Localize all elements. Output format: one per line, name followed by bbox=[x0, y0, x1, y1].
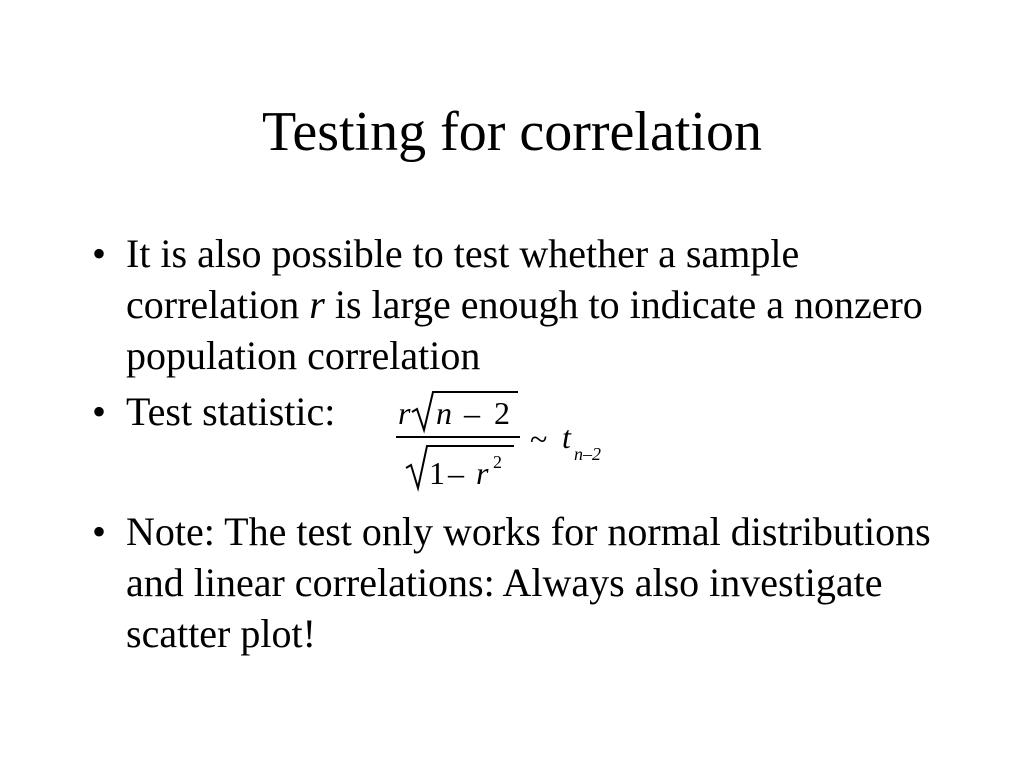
formula-svg bbox=[396, 388, 626, 496]
formula-t: t bbox=[562, 419, 571, 455]
bullet-text-part: is large enough to indicate a nonzero population correlation bbox=[126, 282, 923, 378]
bullet-marker: • bbox=[91, 389, 106, 434]
variable-r: r bbox=[309, 282, 325, 327]
formula-num-n: n bbox=[436, 395, 452, 431]
formula-tilde: ~ bbox=[530, 421, 548, 457]
formula-den-one: 1 bbox=[429, 455, 445, 491]
test-statistic-label: Test statistic: bbox=[126, 389, 336, 434]
formula-num-r: r bbox=[398, 395, 411, 431]
bullet-marker: • bbox=[91, 509, 106, 554]
test-statistic-formula bbox=[396, 388, 626, 496]
formula-den-r: r bbox=[476, 455, 489, 491]
formula-num-minus: – bbox=[464, 395, 480, 431]
bullet-item bbox=[84, 228, 964, 381]
bullet-text: Note: The test only works for normal distributions and linear correlations: Always also investigate scatter plot! bbox=[126, 509, 931, 656]
bullet-text-part: It is also possible to test whether a sample correlation bbox=[126, 231, 800, 327]
formula-den-exponent: 2 bbox=[493, 452, 502, 472]
formula-num-two: 2 bbox=[494, 395, 510, 431]
slide-title: Testing for correlation bbox=[262, 101, 762, 163]
formula-subscript: n–2 bbox=[574, 444, 601, 464]
bullet-marker: • bbox=[91, 231, 106, 276]
bullet-item bbox=[84, 506, 964, 659]
formula-den-minus: – bbox=[448, 455, 464, 491]
